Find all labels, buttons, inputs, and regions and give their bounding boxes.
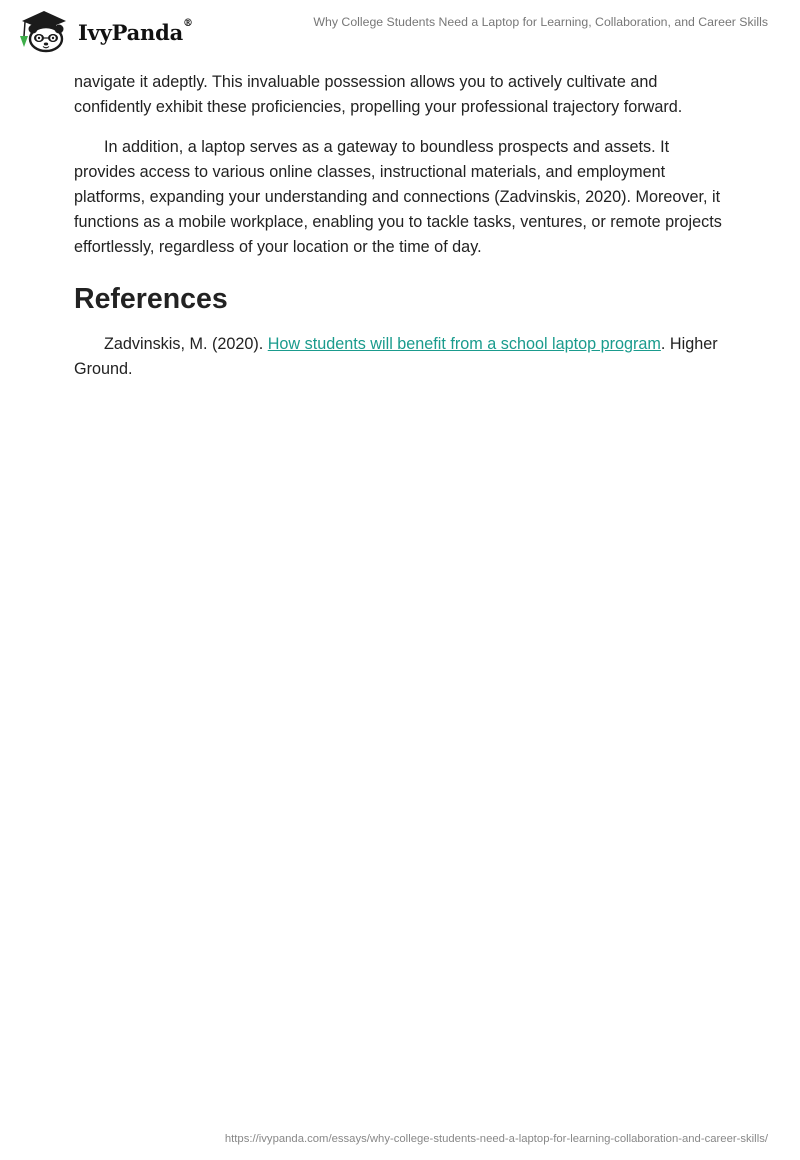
reference-link[interactable]: How students will benefit from a school laptop program — [267, 335, 661, 353]
document-title: Why College Students Need a Laptop for Learning, Collaboration, and Career Skills — [313, 15, 768, 29]
footer-url: https://ivypanda.com/essays/why-college-students-need-a-laptop-for-learning-collaboration-and-career-skills/ — [224, 1133, 768, 1145]
body-paragraph-1: navigate it adeptly. This invaluable possession allows you to actively cultivate and confidently exhibit these proficiencies, propelling your professional trajectory forward. — [74, 73, 683, 116]
brand-name-text: IvyPanda — [78, 19, 184, 45]
registered-mark: ® — [183, 17, 193, 29]
references-heading: References — [74, 283, 228, 315]
page-header — [0, 0, 800, 64]
essay-content — [74, 70, 734, 382]
reference-author-year: Zadvinskis, M. (2020). — [104, 335, 268, 353]
brand-name — [78, 17, 193, 45]
body-paragraph-2: In addition, a laptop serves as a gateway to boundless prospects and assets. It provides access to various online classes, instructional materials, and employment platforms, expanding your understanding and connections (Zadvinskis, 2020). Moreover, it functions as a mobile workplace, enabling you to tackle tasks, ventures, or remote projects effortlessly, regardless of your location or the time of day. — [74, 138, 722, 256]
panda-graduate-icon — [14, 7, 74, 53]
reference-publisher: . Higher Ground. — [74, 335, 718, 378]
ivypanda-logo[interactable] — [14, 7, 204, 53]
reference-entry — [74, 332, 734, 382]
